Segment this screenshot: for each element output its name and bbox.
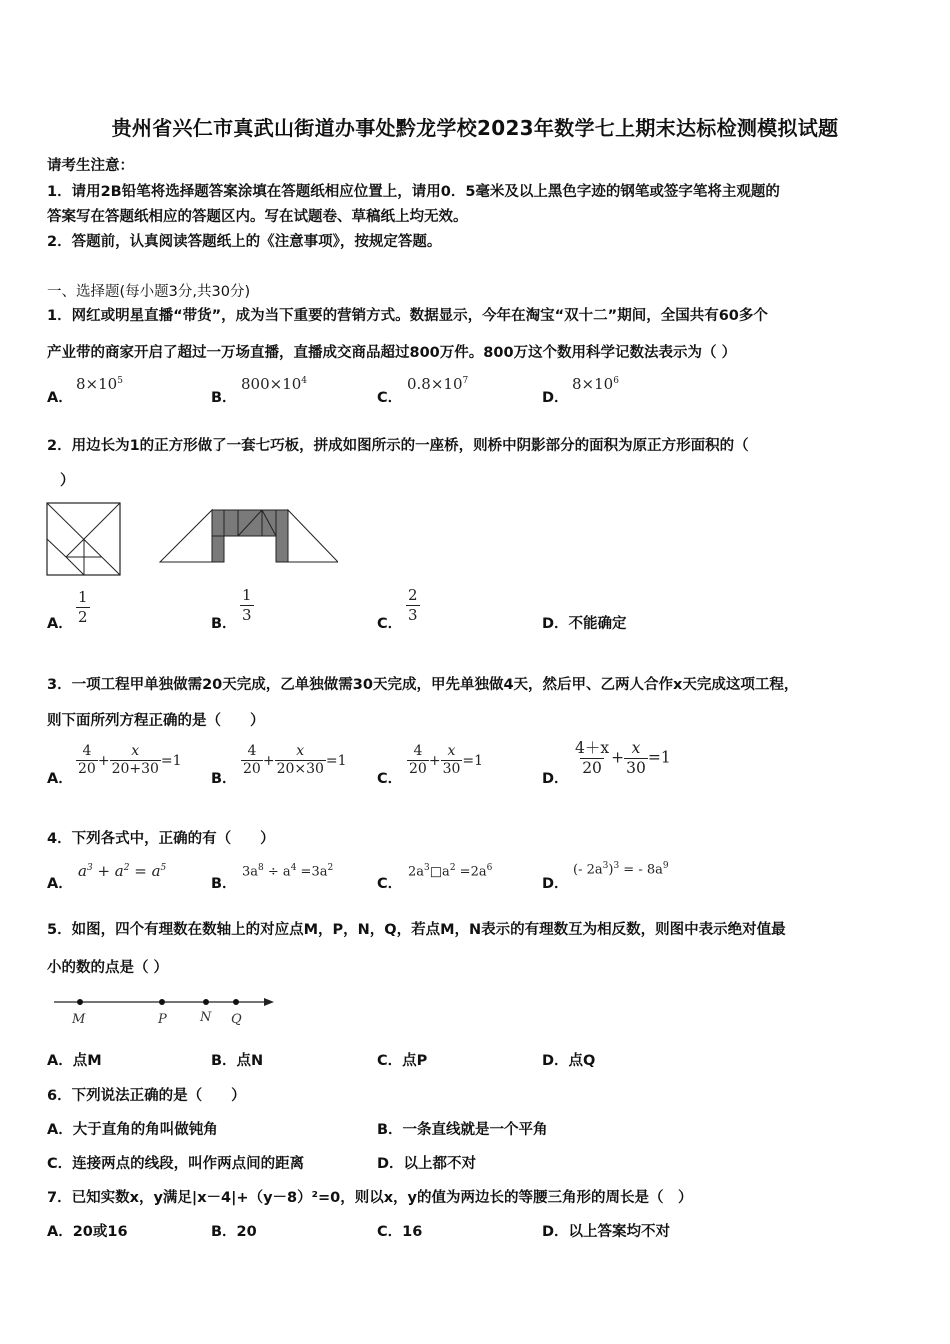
- point-q: [233, 999, 239, 1005]
- option-c-expression: $2a^3□a^2 =2a^6$: [408, 863, 493, 880]
- page-title: 贵州省兴仁市真武山街道办事处黔龙学校2023年数学七上期末达标检测模拟试题: [111, 116, 839, 140]
- option-b: B．一条直线就是一个平角: [377, 1122, 548, 1138]
- option-b-expression: $3a^8 \div a^4 =3a^2$: [242, 863, 334, 880]
- option-d-equation: $\frac{4+x}{20}$ + $\frac{x}{30}$ =1: [575, 739, 671, 778]
- number-line-figure: [52, 992, 278, 1028]
- option-d-expression: (- $2a^3)^3$ = - $8a^9$: [573, 861, 669, 878]
- option-c: C．连接两点的线段，叫作两点间的距离: [47, 1156, 305, 1172]
- option-label: D．: [542, 390, 569, 406]
- point-label-n: N: [200, 1010, 212, 1025]
- option-label: A．: [47, 876, 73, 892]
- question-5-text: 小的数的点是（ ）: [47, 960, 169, 976]
- question-5-text: 5．如图，四个有理数在数轴上的对应点M，P，N，Q，若点M，N表示的有理数互为相反数，则图中表示绝对值最: [47, 922, 786, 938]
- option-b-equation: $\frac{4}{20}$ + $\frac{x}{20\times 30}$ =1: [243, 743, 347, 778]
- option-a: A．点M: [47, 1053, 102, 1069]
- question-4-text: 4．下列各式中，正确的有（ ）: [47, 831, 275, 847]
- question-2-text: 2．用边长为1的正方形做了一套七巧板，拼成如图所示的一座桥，则桥中阴影部分的面积为原正方形面积的（: [47, 438, 749, 454]
- option-label: D．: [542, 771, 569, 787]
- option-c: C．点P: [377, 1053, 428, 1069]
- option-a-fraction: $\frac{1}{2}$: [78, 588, 88, 626]
- option-b: B．20: [211, 1224, 257, 1240]
- option-b: B．点N: [211, 1053, 264, 1069]
- point-p: [159, 999, 165, 1005]
- option-c: C．16: [377, 1224, 423, 1240]
- option-label: D．: [542, 876, 569, 892]
- option-label: A．: [47, 390, 73, 406]
- option-a: A．20或16: [47, 1224, 128, 1240]
- point-label-m: M: [72, 1012, 86, 1027]
- option-label: B．: [211, 771, 237, 787]
- option-label: B．: [211, 390, 237, 406]
- option-d: D．以上答案均不对: [542, 1224, 671, 1240]
- point-m: [77, 999, 83, 1005]
- option-a-equation: $\frac{4}{20}$ + $\frac{x}{20+30}$ =1: [78, 743, 182, 778]
- option-label: A．: [47, 616, 73, 632]
- notice-line: 1．请用2B铅笔将选择题答案涂填在答题纸相应位置上，请用0．5毫米及以上黑色字迹的钢笔或签字笔将主观题的: [47, 184, 780, 200]
- question-2-text: ）: [60, 473, 75, 489]
- point-n: [203, 999, 209, 1005]
- option-label: C．: [377, 390, 403, 406]
- tangram-square-figure: [46, 502, 122, 576]
- notice-heading: 请考生注意：: [47, 158, 134, 174]
- option-d-expression: $8\times 10^6$: [572, 375, 619, 393]
- option-c-equation: $\frac{4}{20}$ + $\frac{x}{30}$ =1: [409, 743, 484, 778]
- option-a: A．大于直角的角叫做钝角: [47, 1122, 218, 1138]
- option-d: D．以上都不对: [377, 1156, 477, 1172]
- point-label-q: Q: [231, 1012, 242, 1027]
- option-b-fraction: $\frac{1}{3}$: [242, 586, 252, 624]
- option-b-expression: $800\times 10^4$: [241, 375, 308, 393]
- option-label: A．: [47, 771, 73, 787]
- option-a-expression: $a^3 + a^2 = a^5$: [78, 862, 167, 880]
- option-c-fraction: $\frac{2}{3}$: [408, 586, 418, 624]
- option-label: B．: [211, 616, 237, 632]
- option-d: D．不能确定: [542, 616, 627, 632]
- option-c-expression: $0.8\times 10^7$: [407, 375, 469, 393]
- option-label: C．: [377, 616, 403, 632]
- question-7-text: 7．已知实数x，y满足|x－4|+（y－8）²=0，则以x，y的值为两边长的等腰三角形的周长是（ ）: [47, 1190, 693, 1206]
- question-3-text: 3．一项工程甲单独做需20天完成，乙单独做需30天完成，甲先单独做4天，然后甲、乙两人合作x天完成这项工程，: [47, 677, 799, 693]
- number-line-arrow: [264, 998, 274, 1006]
- point-label-p: P: [158, 1012, 167, 1027]
- notice-line: 答案写在答题纸相应的答题区内。写在试题卷、草稿纸上均无效。: [47, 209, 468, 225]
- option-a-expression: $8\times 10^5$: [76, 375, 123, 393]
- option-label: C．: [377, 876, 403, 892]
- tangram-bridge-figure: [158, 508, 338, 564]
- option-d: D．点Q: [542, 1053, 596, 1069]
- notice-line: 2．答题前，认真阅读答题纸上的《注意事项》，按规定答题。: [47, 234, 442, 250]
- option-label: B．: [211, 876, 237, 892]
- question-3-text: 则下面所列方程正确的是（ ）: [47, 713, 265, 729]
- section-heading: 一、选择题(每小题3分,共30分): [47, 284, 251, 300]
- question-1-text: 产业带的商家开启了超过一万场直播，直播成交商品超过800万件。800万这个数用科学记数法表示为（ ）: [47, 345, 737, 361]
- question-6-text: 6．下列说法正确的是（ ）: [47, 1088, 246, 1104]
- option-label: C．: [377, 771, 403, 787]
- question-1-text: 1．网红或明星直播“带货”，成为当下重要的营销方式。数据显示，今年在淘宝“双十二”期间，全国共有60多个: [47, 308, 768, 324]
